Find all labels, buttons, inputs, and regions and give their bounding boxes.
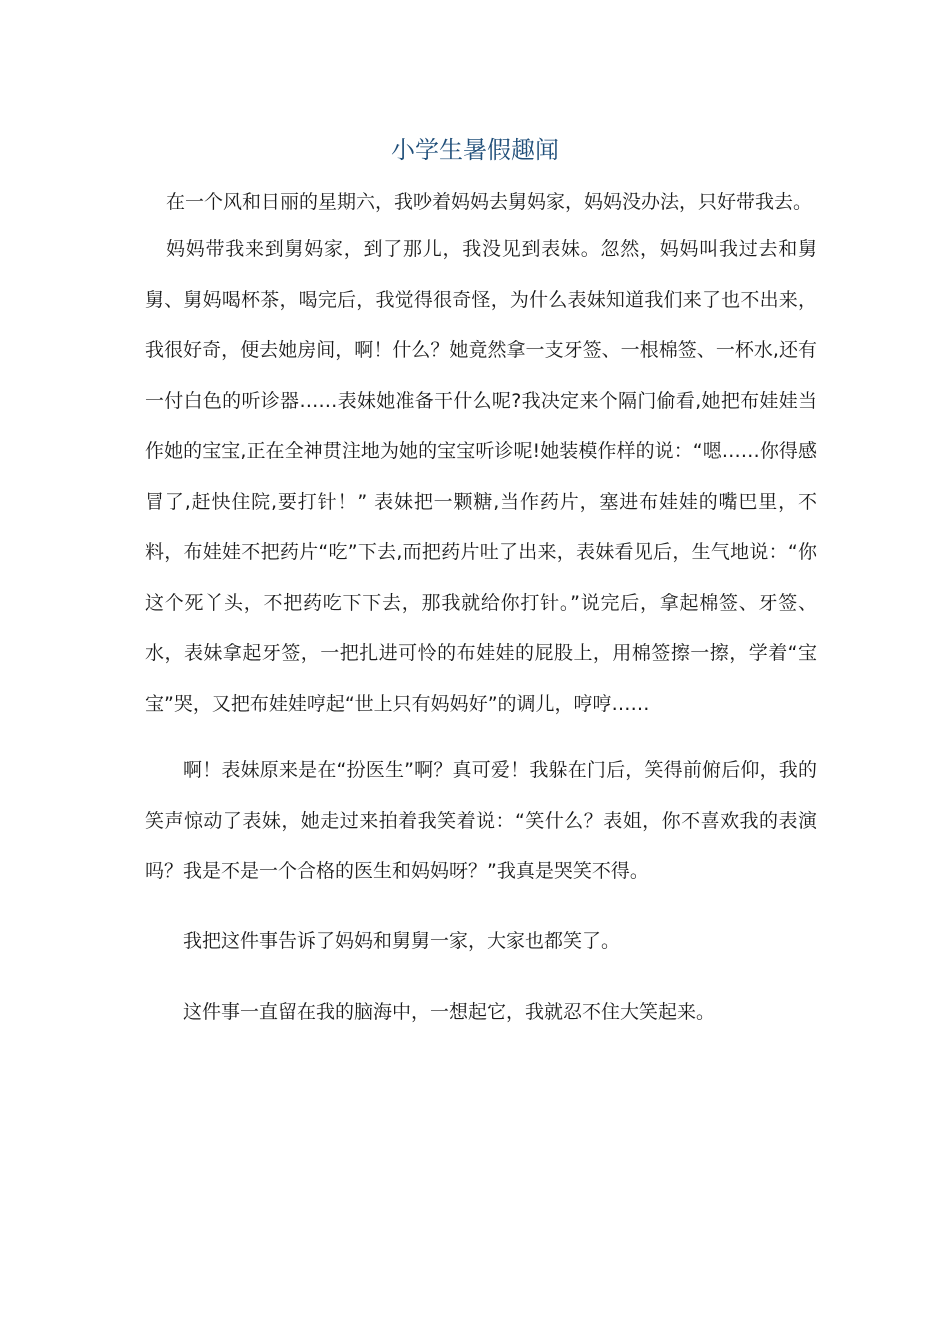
paragraph-1: 在一个风和日丽的星期六，我吵着妈妈去舅妈家，妈妈没办法，只好带我去。 xyxy=(166,191,813,213)
document-title: 小学生暑假趣闻 xyxy=(391,136,559,164)
paragraph-5: 这件事一直留在我的脑海中，一想起它，我就忍不住大笑起来。 xyxy=(183,1001,716,1023)
paragraph-3: 啊！表妹原来是在“扮医生”啊？真可爱！我躲在门后，笑得前俯后仰，我的笑声惊动了表妹，她走过来拍着我笑着说：“笑什么？表姐，你不喜欢我的表演吗？我是不是一个合格的医生和妈妈呀？”我真是哭笑不得。 xyxy=(145,759,817,882)
paragraph-2: 妈妈带我来到舅妈家，到了那儿，我没见到表妹。忽然，妈妈叫我过去和舅舅、舅妈喝杯茶，喝完后，我觉得很奇怪，为什么表妹知道我们来了也不出来，我很好奇，便去她房间，啊！什么？她竟然拿一支牙签、一根棉签、一杯水,还有一付白色的听诊器……表妹她准备干什么呢?我决定来个隔门偷看,她把布娃娃当作她的宝宝,正在全神贯注地为她的宝宝听诊呢!她装模作样的说：“嗯……你得感冒了,赶快住院,要打针！” 表妹把一颗糖,当作药片，塞进布娃娃的嘴巴里，不料，布娃娃不把药片“吃”下去,而把药片吐了出来，表妹看见后，生气地说：“你这个死丫头，不把药吃下下去，那我就给你打针。”说完后，拿起棉签、牙签、水，表妹拿起牙签，一把扎进可怜的布娃娃的屁股上，用棉签擦一擦，学着“宝宝”哭，又把布娃娃哼起“世上只有妈妈好”的调儿，哼哼…… xyxy=(145,238,817,715)
paragraph-4: 我把这件事告诉了妈妈和舅舅一家，大家也都笑了。 xyxy=(183,930,621,952)
